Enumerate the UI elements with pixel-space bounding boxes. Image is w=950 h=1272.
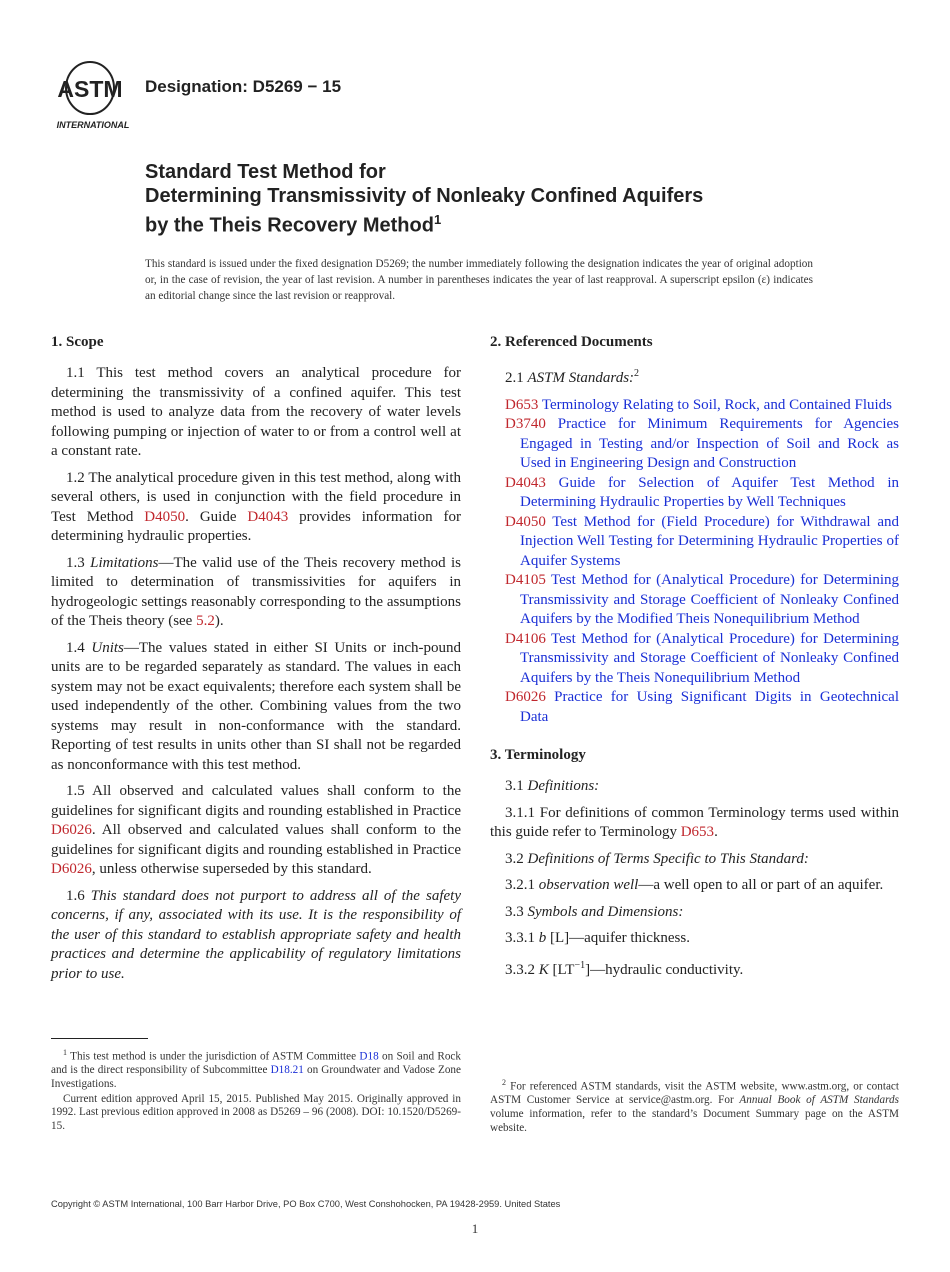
scope-1-5 (51, 782, 461, 880)
label: Units (91, 639, 124, 656)
title-line-1: Standard Test Method for (145, 161, 386, 183)
symbol: K (538, 961, 549, 978)
terminology-heading: 3. Terminology (490, 747, 586, 763)
reference-list (490, 364, 899, 727)
term-3-1 (490, 777, 899, 797)
reference-item (505, 474, 900, 513)
reference-item (505, 415, 900, 474)
ref-link-d18-21[interactable]: D18.21 (270, 1064, 304, 1077)
text: . (714, 824, 718, 840)
text: 3.3 (505, 903, 528, 920)
footnote-2 (490, 1076, 899, 1136)
ref-title[interactable]: Terminology Relating to Soil, Rock, and Contained Fluids (541, 396, 893, 413)
scope-1-3 (51, 554, 461, 632)
scope-1-2 (51, 469, 461, 547)
ref-link-5-2[interactable]: 5.2 (196, 613, 215, 629)
ref-code[interactable]: D653 (505, 396, 539, 413)
ref-code[interactable]: D4050 (505, 513, 546, 530)
page-number: 1 (471, 1221, 479, 1236)
text: 2.1 (505, 370, 528, 386)
astm-logo-icon (52, 56, 134, 132)
term-3-1-1 (490, 804, 899, 843)
label: Definitions of Terms Specific to This Standard: (527, 850, 809, 867)
text: 3.3.1 (505, 930, 539, 946)
ref-title[interactable]: Test Method for (Analytical Procedure) for Determining Transmissivity and Storage Coefficient of Nonleaky Confined Aquifers by the Modified Theis Nonequilibrium Method (520, 572, 899, 627)
text: 1.4 (66, 639, 92, 656)
footnote-2-text (490, 1076, 899, 1135)
right-column (490, 332, 899, 987)
title-line-3-text: by the Theis Recovery Method (145, 214, 434, 237)
text: This test method is under the jurisdiction of ASTM Committee (67, 1050, 360, 1063)
text: . All observed and calculated values shall conform to the guidelines for significant digits and rounding established in Practice (51, 822, 461, 858)
text: 3.2 (505, 850, 528, 867)
footnote-divider (51, 1038, 148, 1039)
text: 3.3.2 (505, 961, 539, 978)
ref-title[interactable]: Guide for Selection of Aquifer Test Method in Determining Hydraulic Properties by Well Techniques (520, 474, 900, 510)
reference-item (505, 688, 900, 727)
symbol: b (538, 930, 547, 946)
reference-item (505, 513, 899, 572)
title-footnote-mark: 1 (433, 212, 442, 227)
text: ). (214, 613, 224, 629)
designation: Designation: D5269 − 15 (145, 77, 342, 96)
ref-code[interactable]: D4043 (505, 474, 546, 491)
text: . Guide (185, 508, 248, 525)
ref-title[interactable]: Test Method for (Field Procedure) for Withdrawal and Injection Well Testing for Determining Hydraulic Properties of Aquifer Systems (520, 513, 899, 569)
text: ]—hydraulic conductivity. (585, 961, 744, 978)
reference-item (505, 396, 899, 416)
text: —a well open to all or part of an aquifer. (638, 877, 884, 893)
ref-code[interactable]: D3740 (505, 416, 546, 432)
footnote-mark: 2 (634, 368, 640, 379)
text: , unless otherwise superseded by this standard. (91, 861, 372, 877)
astm-standards-label (490, 364, 899, 389)
text: For referenced ASTM standards, visit the ASTM website, www.astm.org, or contact ASTM Customer Service at service@astm.org. For (490, 1080, 899, 1107)
ref-title[interactable]: Practice for Minimum Requirements for Agencies Engaged in Testing and/or Inspection of Soil and Rock as Used in Engineering Design and Construction (520, 416, 900, 471)
safety-statement: This standard does not purport to address all of the safety concerns, if any, associated with its use. It is the responsibility of the user of this standard to establish appropriate safety and health practices and determine the applicability of regulatory limitations prior to use. (51, 887, 461, 982)
term: observation well (538, 877, 639, 893)
reference-item (505, 630, 899, 689)
text: —The values stated in either SI Units or inch-pound units are to be regarded separately as standard. The values in each system may not be exact equivalents; therefore each system shall be used independently of the other. Combining values from the two systems may result in non-conformance with the standard. Reporting of test results in units other than SI shall not be regarded as nonconformance with this test method. (51, 639, 461, 773)
ref-link-d4050[interactable]: D4050 (144, 508, 186, 525)
ref-link-d18[interactable]: D18 (359, 1050, 379, 1063)
term-3-2-1 (490, 876, 899, 896)
ref-code[interactable]: D4105 (505, 572, 546, 588)
italic-text: Annual Book of ASTM Standards (739, 1094, 899, 1107)
text: 1.2 The analytical procedure given in this test method, along with several others, is used in conjunction with the field procedure in Test Method (51, 469, 461, 525)
astm-logo (52, 56, 134, 132)
footnote-1 (51, 1046, 461, 1134)
term-3-3-2 (490, 956, 899, 981)
label: ASTM Standards: (527, 370, 635, 386)
label: Limitations (90, 554, 159, 571)
ref-link-d6026[interactable]: D6026 (51, 861, 92, 877)
text: 1.6 (66, 887, 91, 904)
intro-note: This standard is issued under the fixed designation D5269; the number immediately following the designation indicates the year of original adoption or, in the case of revision, the year of last revision. A number in parentheses indicates the year of last reapproval. A superscript epsilon (ε) indicates an editorial change since the last revision or reapproval. (145, 258, 813, 302)
text: 1.3 (66, 554, 91, 571)
ref-link-d653[interactable]: D653 (680, 824, 715, 840)
text: [L]—aquifer thickness. (546, 930, 690, 946)
ref-title[interactable]: Test Method for (Analytical Procedure) for Determining Transmissivity and Storage Coefficient of Nonleaky Confined Aquifers by the Theis Nonequilibrium Method (520, 630, 899, 686)
title-line-2: Determining Transmissivity of Nonleaky Confined Aquifers (145, 185, 704, 207)
scope-heading: 1. Scope (51, 334, 104, 350)
ref-code[interactable]: D6026 (505, 689, 546, 705)
copyright: Copyright © ASTM International, 100 Barr Harbor Drive, PO Box C700, West Conshohocken, PA 19428-2959. United States (51, 1199, 561, 1209)
text: provides information for determining hydraulic properties. (51, 508, 461, 544)
term-3-3-1 (490, 929, 899, 949)
scope-1-1: 1.1 This test method covers an analytical procedure for determining the transmissivity of a confined aquifer. This test method is used to analyze data from the recovery of water levels following pumping or injection of water to or from a control well at a constant rate. (51, 365, 461, 459)
document-title (145, 160, 865, 238)
ref-code[interactable]: D4106 (505, 630, 546, 647)
scope-1-6 (51, 887, 461, 985)
text: on Groundwater and Vadose Zone Investigations. (51, 1064, 461, 1090)
ref-title[interactable]: Practice for Using Significant Digits in Geotechnical Data (520, 689, 900, 725)
text: volume information, refer to the standard’s Document Summary page on the ASTM website. (490, 1107, 899, 1134)
term-3-3 (490, 903, 899, 923)
superscript: −1 (574, 959, 586, 971)
footnote-1-edition: Current edition approved April 15, 2015. Published May 2015. Originally approved in 1992. Last previous edition approved in 2008 as D5269 – 96 (2008). DOI: 10.1520/D5269-15. (51, 1092, 461, 1132)
text: 3.1 (505, 778, 528, 794)
reference-item (505, 571, 899, 630)
text: on Soil and Rock and is the direct responsibility of Subcommittee (51, 1050, 461, 1077)
text: [LT (548, 961, 575, 978)
footnote-mark: 2 (502, 1078, 506, 1087)
title-line-3 (145, 208, 865, 238)
text: —The valid use of the Theis recovery method is limited to determination of transmissivities for aquifers in hydrogeologic settings reasonably corresponding to the assumptions of the Theis theory (see (51, 554, 461, 629)
footnote-mark: 1 (63, 1048, 67, 1057)
ref-link-d6026[interactable]: D6026 (51, 822, 92, 838)
logo-text: ASTM (57, 76, 123, 102)
refdocs-heading: 2. Referenced Documents (490, 334, 653, 350)
label: Symbols and Dimensions: (527, 903, 684, 920)
left-column (51, 332, 461, 991)
text: 3.2.1 (505, 877, 539, 893)
scope-1-4 (51, 639, 461, 776)
footnote-1-text (51, 1046, 461, 1092)
text: 1.5 All observed and calculated values shall conform to the guidelines for significant digits and rounding established in Practice (51, 783, 461, 819)
label: Definitions: (527, 778, 600, 794)
ref-link-d4043[interactable]: D4043 (247, 508, 289, 525)
term-3-2 (490, 850, 899, 870)
text: 3.1.1 For definitions of common Terminology terms used within this guide refer to Terminology (490, 804, 899, 840)
logo-subtext: INTERNATIONAL (56, 120, 130, 130)
